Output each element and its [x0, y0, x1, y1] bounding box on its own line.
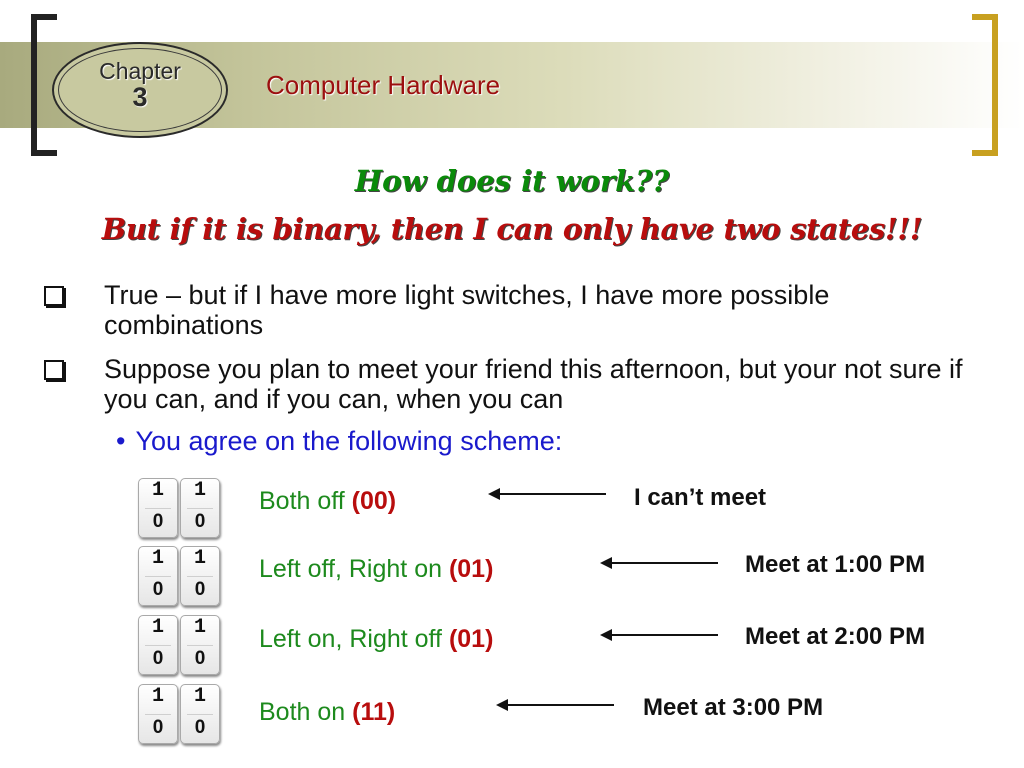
- chapter-badge: [52, 42, 228, 138]
- sub-bullet-marker: •: [116, 426, 126, 456]
- state-description: Left off, Right on: [259, 555, 449, 583]
- switch-on-label: 1: [193, 616, 206, 639]
- switch-off-label: 0: [152, 579, 164, 600]
- switch-on-label: 1: [151, 547, 164, 570]
- checkbox-square-icon: [44, 286, 64, 306]
- state-description: Both on: [259, 698, 353, 726]
- switch-on-label: 1: [151, 479, 164, 502]
- switch-off-label: 0: [152, 717, 164, 738]
- scheme-state-text: [259, 487, 396, 516]
- bullet-item: [104, 280, 984, 340]
- sub-bullet-text: You agree on the following scheme:: [135, 426, 563, 456]
- slide-title-line1: How does it work??: [354, 164, 670, 198]
- switch-on-label: 1: [151, 616, 164, 639]
- right-switch-icon: [180, 546, 220, 606]
- scheme-meaning: Meet at 3:00 PM: [643, 694, 824, 721]
- left-arrow-icon: [498, 493, 606, 495]
- switch-off-label: 0: [194, 511, 206, 532]
- state-description: Both off: [259, 487, 352, 515]
- switch-off-label: 0: [194, 717, 206, 738]
- left-switch-icon: [138, 615, 178, 675]
- state-description: Left on, Right off: [259, 625, 449, 653]
- bullet-item: [104, 354, 984, 414]
- scheme-meaning: Meet at 2:00 PM: [745, 623, 926, 650]
- scheme-meaning: Meet at 1:00 PM: [745, 551, 926, 578]
- state-code: (11): [352, 698, 396, 726]
- scheme-meaning: I can’t meet: [634, 484, 767, 511]
- bullet-text: Suppose you plan to meet your friend this afternoon, but your not sure if you can, and if you can, when you can: [104, 354, 963, 414]
- state-code: (01): [448, 555, 494, 583]
- bullet-text: True – but if I have more light switches, I have more possible combinations: [104, 280, 830, 340]
- left-arrow-icon: [506, 704, 614, 706]
- switch-on-label: 1: [193, 547, 206, 570]
- scheme-state-text: [259, 625, 493, 654]
- right-switch-icon: [180, 478, 220, 538]
- scheme-state-text: [259, 698, 395, 727]
- state-code: (01): [448, 625, 494, 653]
- slide-title-line2: But if it is binary, then I can only have two states!!!: [101, 212, 923, 246]
- switch-on-label: 1: [193, 479, 206, 502]
- right-switch-icon: [180, 615, 220, 675]
- left-switch-icon: [138, 546, 178, 606]
- chapter-number: 3: [132, 82, 148, 112]
- switch-off-label: 0: [194, 579, 206, 600]
- switch-off-label: 0: [152, 648, 164, 669]
- chapter-label: Chapter: [99, 58, 181, 84]
- right-switch-icon: [180, 684, 220, 744]
- switch-on-label: 1: [151, 685, 164, 708]
- left-switch-icon: [138, 478, 178, 538]
- scheme-state-text: [259, 555, 493, 584]
- switch-off-label: 0: [194, 648, 206, 669]
- right-bracket-decoration: [972, 14, 998, 156]
- left-switch-icon: [138, 684, 178, 744]
- state-code: (00): [351, 487, 397, 515]
- switch-off-label: 0: [152, 511, 164, 532]
- sub-bullet: [116, 426, 562, 457]
- switch-on-label: 1: [193, 685, 206, 708]
- left-arrow-icon: [610, 634, 718, 636]
- checkbox-square-icon: [44, 360, 64, 380]
- left-arrow-icon: [610, 562, 718, 564]
- header-title: Computer Hardware: [266, 70, 501, 100]
